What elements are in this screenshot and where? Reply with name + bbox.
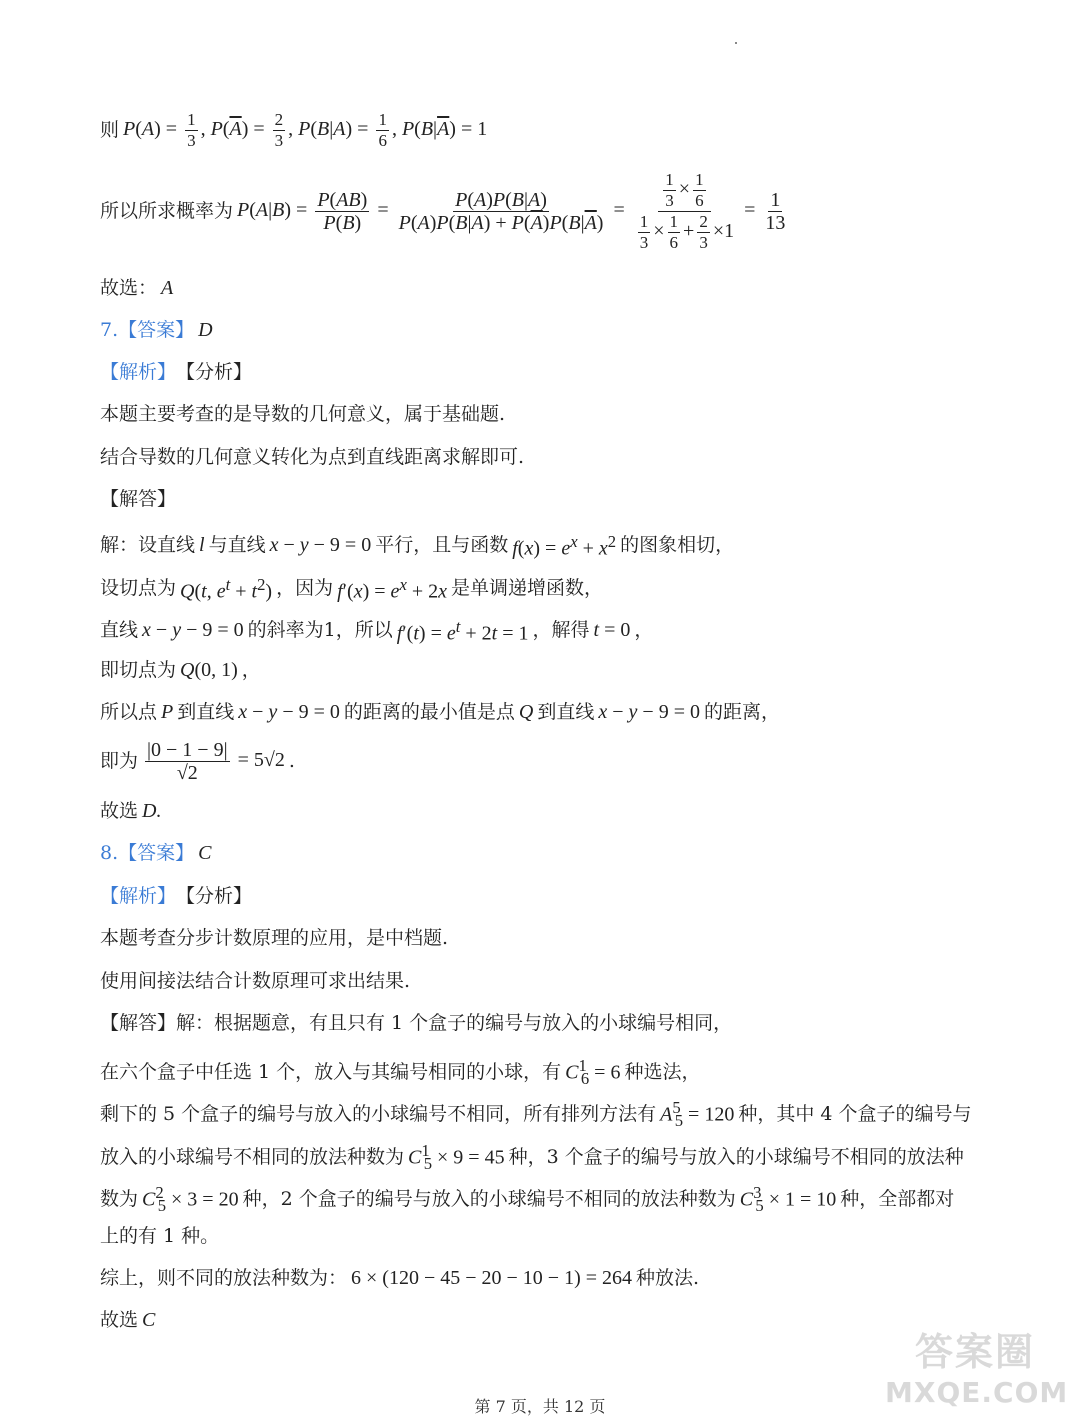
watermark-cn: 答案圈 [914,1330,1035,1374]
q7-step-4: 即切点为 Q(0, 1) ， [100,659,261,681]
q7-step-2: 设切点为 Q(t, $e^t + t^2$) ，因为 $f'(x) = e^x + 2x$ 是单调递增函数， [100,575,604,603]
answer-line: 故选： A [100,277,174,299]
q8-step-2: 在六个盒子中任选 1 个，放入与其编号相同的小球，有 $C^1_6 = 6$ 种选法， [100,1056,701,1088]
watermark-logo [885,1321,1069,1409]
watermark-en: MXQE.COM [885,1376,1069,1409]
q8-final: 故选 C [100,1309,156,1331]
q7-analysis-header: 【解析】 【分析】 [100,361,253,383]
q8-answer-header: 8. 【答案】 C [100,842,212,864]
speck [735,42,737,44]
q8-analysis-header: 【解析】 【分析】 [100,885,253,907]
q7-analysis-1: 本题主要考查的是导数的几何意义，属于基础题. [100,403,506,425]
q8-step-5: 数为 $C^2_5 \times 3 = 20$ 种，2 个盒子的编号与放入的小球编号不相同的放法种数为 $C^3_5 \times 1 = 10$ 种，全部都对 [100,1183,955,1215]
q7-analysis-2: 结合导数的几何意义转化为点到直线距离求解即可. [100,446,525,468]
prob-values-line: 则 P(A) = $\frac{1}{3}$ , $P(\overline{A})$ = $\frac{2}{3}$ , P(B|A) = $\frac{1}{6}$ , $P(B|\overline{A}) = 1$ [100,109,488,150]
q7-step-1: 解：设直线 l 与直线 x − y − 9 = 0 平行，且与函数 $f(x) = e^x + x^2$ 的图象相切， [100,532,735,560]
q7-step-5: 所以点 P 到直线 x − y − 9 = 0 的距离的最小值是点 Q 到直线 x − y − 9 = 0 的距离， [100,701,780,723]
q8-step-7: 综上，则不同的放法种数为： 6 × (120 − 45 − 20 − 10 − 1) = 264 种放法. [100,1267,700,1289]
q7-step-3: 直线 x − y − 9 = 0 的斜率为1，所以 $f'(t) = e^t + 2t = 1$ ，解得 t = 0 ， [100,617,654,645]
page-footer: 第 7 页，共 12 页 [474,1397,606,1416]
q8-step-3: 剩下的 5 个盒子的编号与放入的小球编号不相同，所有排列方法有 $A^5_5 = 120$ 种，其中 4 个盒子的编号与 [100,1098,972,1130]
q7-final: 故选 D. [100,800,162,822]
q8-step-4: 放入的小球编号不相同的放法种数为 $C^1_5 \times 9 = 45$ 种，3 个盒子的编号与放入的小球编号不相同的放法种 [100,1141,964,1173]
q7-step-6: 即为 $\frac{|0 - 1 - 9|}{√2}$ = 5√2 . [100,738,295,784]
q8-step-1: 【解答】解：根据题意，有且只有 1 个盒子的编号与放入的小球编号相同， [100,1012,733,1034]
q7-solution-header: 【解答】 [100,488,177,510]
q8-analysis-1: 本题考查分步计数原理的应用，是中档题. [100,927,449,949]
q8-analysis-2: 使用间接法结合计数原理可求出结果. [100,970,411,992]
q7-answer-header: 7. 【答案】 D [100,319,213,341]
q8-step-6: 上的有 1 种。 [100,1225,220,1247]
conditional-prob-line: 所以所求概率为 P(A|B) = $\frac{P(AB)}{P(B)}$ = $\frac{P(A)P(B|A)}{P(A)P(B|A) + P(\overline{A})P(B|\overline{A})}$ = $\frac{1}{3}$ × $\frac{1}{6}$ $\frac{1}{3}$ × $\frac{1}{6}$ + $\frac{2}{3}$ ×1 = $\frac{1}{13}$ [100,169,786,252]
